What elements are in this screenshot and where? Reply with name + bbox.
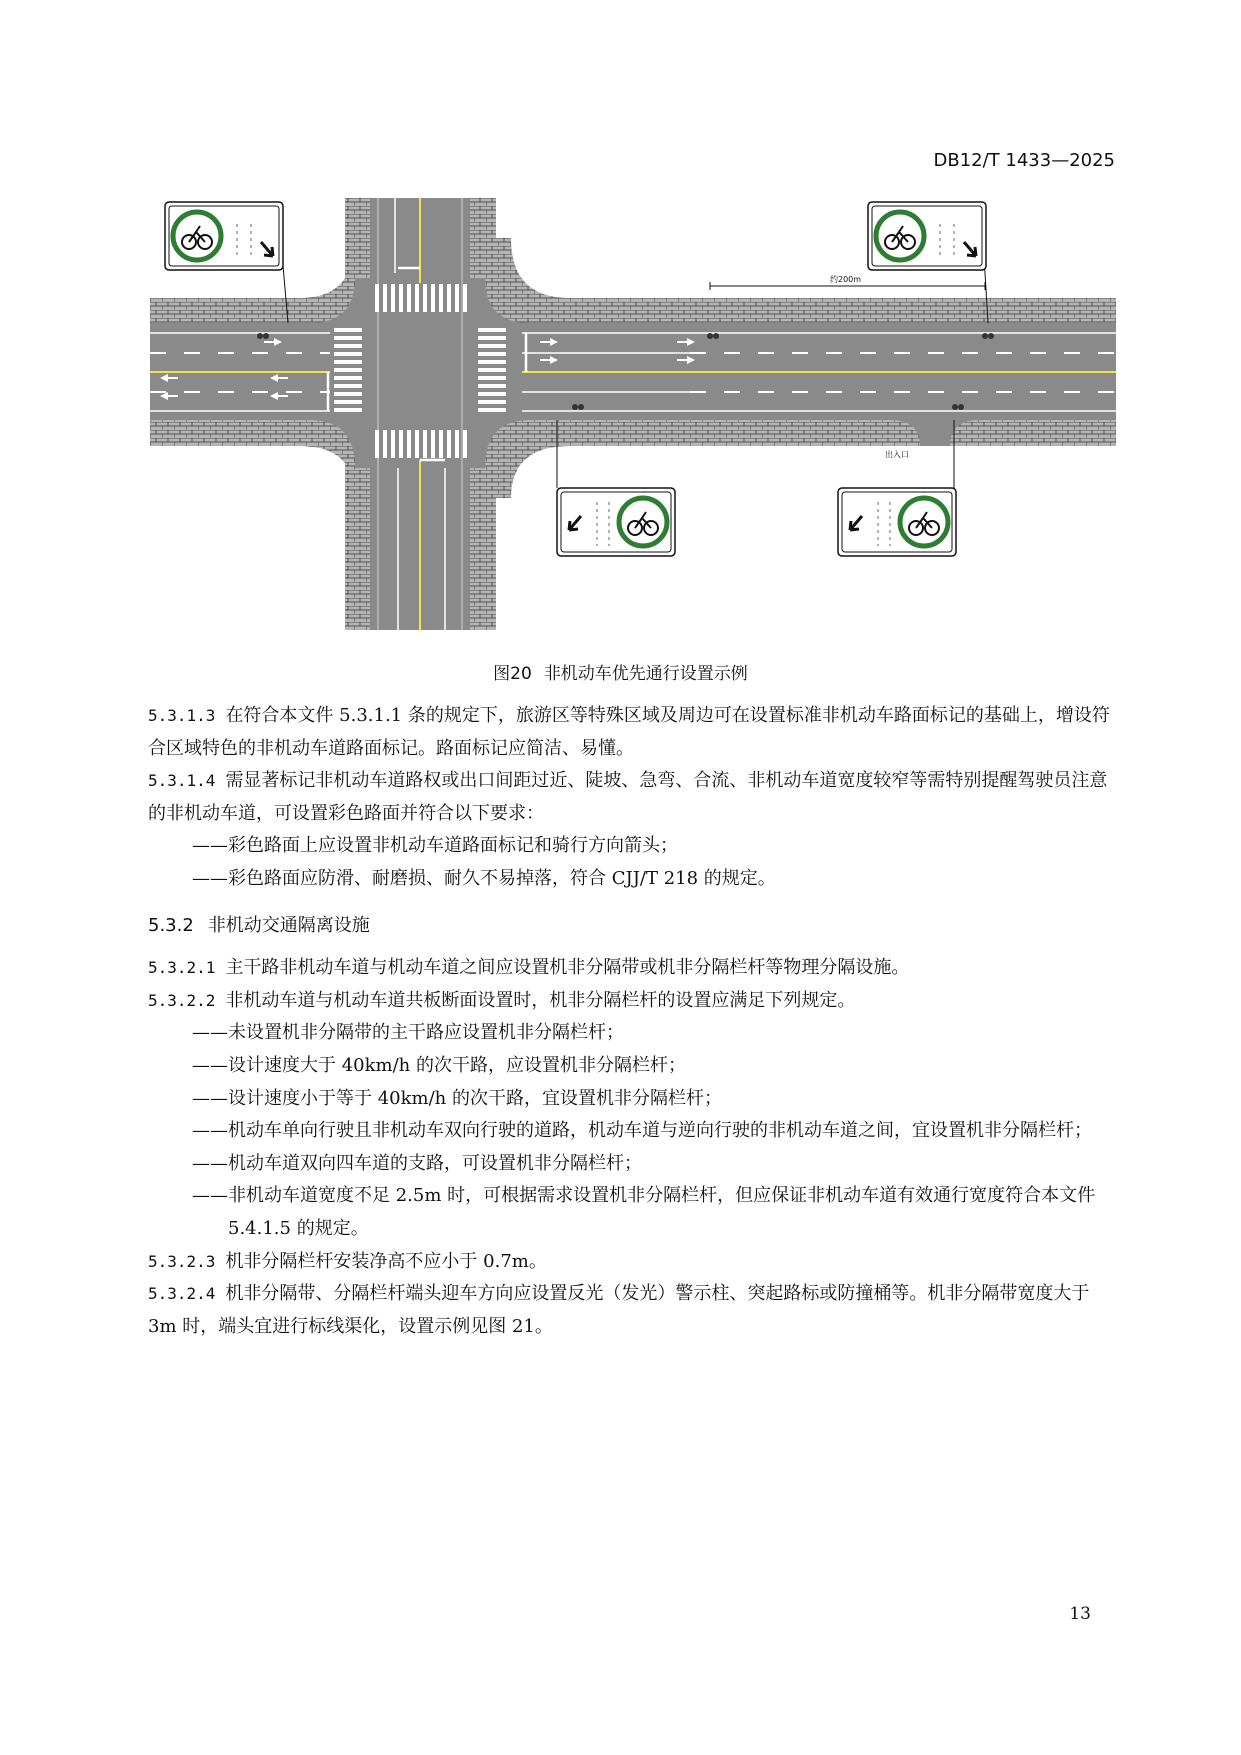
body-text (148, 700, 1118, 1343)
figure-caption (0, 659, 1241, 684)
sidewalk-bottom-right (520, 420, 1116, 446)
exit-label: 出入口 (885, 450, 909, 459)
list-item: ——设计速度小于等于 40km/h 的次干路，宜设置机非分隔栏杆； (192, 1087, 722, 1109)
list-item: ——未设置机非分隔带的主干路应设置机非分隔栏杆； (192, 1022, 624, 1044)
priority-sign-top-left (165, 202, 283, 270)
priority-sign-bottom-right (838, 488, 956, 556)
page-number: 13 (1069, 1604, 1091, 1624)
clause-5-3-1-4: 5.3.1.4 需显著标记非机动车道路权或出口间距过近、陡坡、急弯、合流、非机动车道宽度较窄等需特别提醒驾驶员注意的非机动车道，可设置彩色路面并符合以下要求： (148, 770, 1108, 824)
list-item: ——机动车单向行驶且非机动车双向行驶的道路，机动车道与逆向行驶的非机动车道之间，宜设置机非分隔栏杆； (192, 1120, 1092, 1142)
clause-5-3-2-1: 5.3.2.1 主干路非机动车道与机动车道之间应设置机非分隔带或机非分隔栏杆等物理分隔设施。 (148, 957, 910, 979)
figure-number: 图20 (493, 664, 532, 684)
list-item: ——非机动车道宽度不足 2.5m 时，可根据需求设置机非分隔栏杆，但应保证非机动车道有效通行宽度符合本文件 5.4.1.5 的规定。 (192, 1185, 1096, 1239)
list-item: ——彩色路面上应设置非机动车道路面标记和骑行方向箭头； (192, 835, 678, 857)
clause-5-3-1-3: 5.3.1.3 在符合本文件 5.3.1.1 条的规定下，旅游区等特殊区域及周边可在设置标准非机动车路面标记的基础上，增设符合区域特色的非机动车道路面标记。路面标记应简洁、易懂。 (148, 705, 1110, 759)
intersection-diagram (150, 198, 1116, 630)
clause-5-3-2-3: 5.3.2.3 机非分隔栏杆安装净高不应小于 0.7m。 (148, 1250, 547, 1272)
clause-5-3-2-2: 5.3.2.2 非机动车道与机动车道共板断面设置时，机非分隔栏杆的设置应满足下列规定。 (148, 989, 856, 1011)
clause-5-3-2-4: 5.3.2.4 机非分隔带、分隔栏杆端头迎车方向应设置反光（发光）警示柱、突起路标或防撞桶等。机非分隔带宽度大于 3m 时，端头宜进行标线渠化，设置示例见图 21。 (148, 1283, 1090, 1337)
priority-sign-bottom-left (557, 488, 675, 556)
list-item: ——设计速度大于 40km/h 的次干路，应设置机非分隔栏杆； (192, 1054, 686, 1076)
document-code: DB12/T 1433—2025 (933, 150, 1115, 171)
priority-sign-top-right (868, 202, 986, 270)
distance-label: 约200m (830, 275, 862, 284)
figure-title: 非机动车优先通行设置示例 (543, 664, 748, 684)
section-heading: 5.3.2 非机动交通隔离设施 (148, 914, 370, 936)
sidewalk-top-right (520, 298, 1116, 323)
list-item: ——机动车道双向四车道的支路，可设置机非分隔栏杆； (192, 1152, 642, 1174)
list-item: ——彩色路面应防滑、耐磨损、耐久不易掉落，符合 CJJ/T 218 的规定。 (192, 867, 776, 889)
